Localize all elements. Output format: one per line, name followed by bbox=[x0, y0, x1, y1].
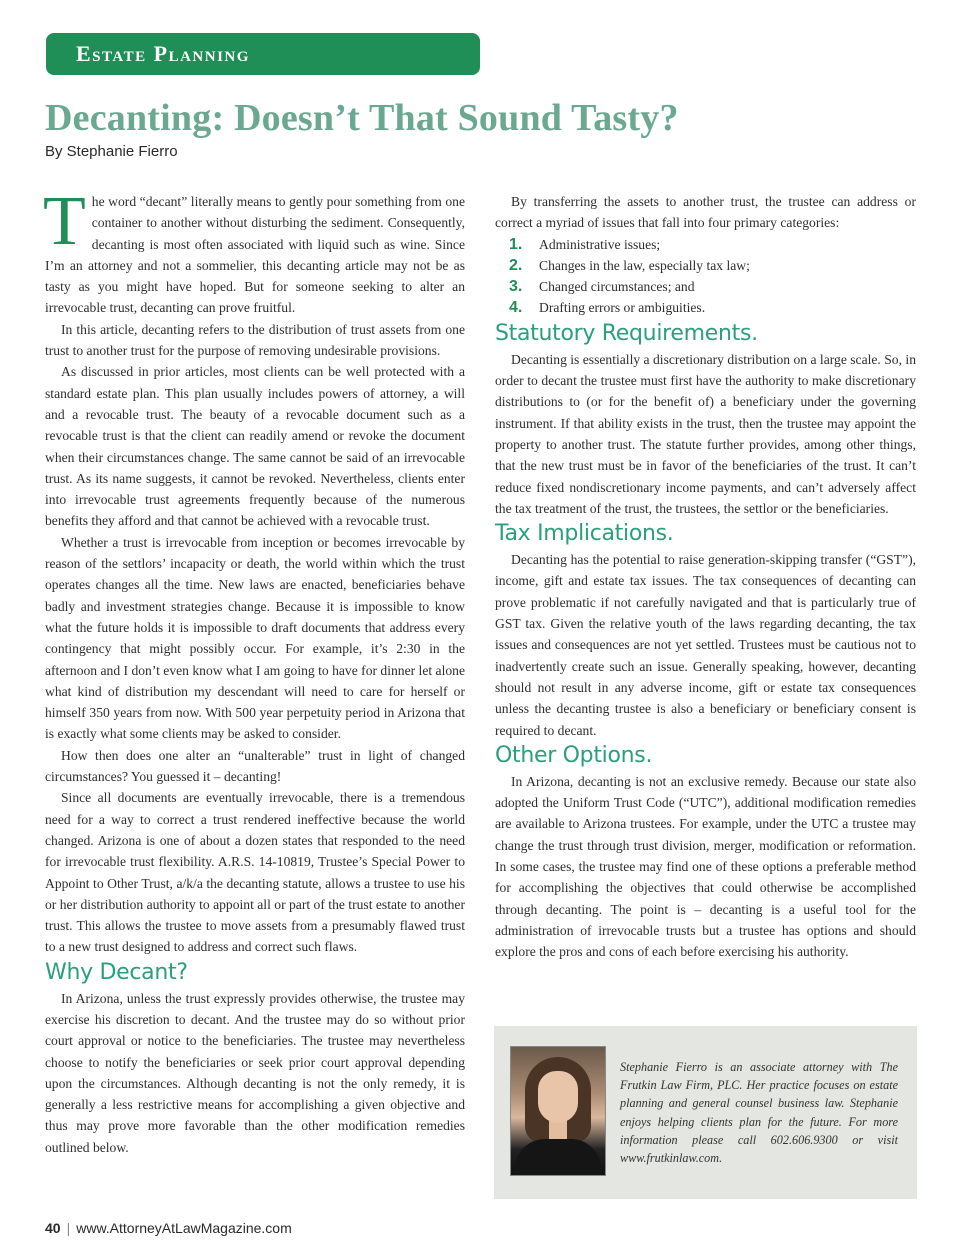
heading-statutory-requirements: Statutory Requirements. bbox=[495, 320, 758, 346]
body-paragraph: In this article, decanting refers to the distribution of trust assets from one trust to another trust for the purpose of removing undesirable provisions. bbox=[45, 321, 465, 359]
author-photo bbox=[510, 1046, 606, 1176]
right-column bbox=[495, 191, 916, 963]
footer-separator: | bbox=[66, 1220, 71, 1236]
author-bio-box bbox=[494, 1026, 917, 1199]
body-paragraph: In Arizona, decanting is not an exclusive remedy. Because our state also adopted the Uniform Trust Code (“UTC”), additional modification remedies are available to Arizona trustees. For example, under the UTC a trustee may change the trust through trust division, merger, modification or reformation. In some cases, the trustee may find one of these options a preferable method for accomplishing the objectives that could otherwise be accomplished through decanting. The point is – decanting is a useful tool for the administration of irrevocable trusts but a trustee has options and should explore the pros and cons of each before exercising his authority. bbox=[495, 773, 916, 960]
list-text: Drafting errors or ambiguities. bbox=[539, 300, 706, 316]
left-column bbox=[43, 183, 465, 1158]
page-number: 40 bbox=[45, 1220, 61, 1236]
section-label: Estate Planning bbox=[76, 41, 250, 66]
article-byline: By Stephanie Fierro bbox=[45, 143, 178, 160]
heading-other-options: Other Options. bbox=[495, 742, 653, 768]
heading-why-decant: Why Decant? bbox=[45, 959, 188, 985]
article-title: Decanting: Doesn’t That Sound Tasty? bbox=[45, 97, 679, 139]
list-item bbox=[495, 297, 916, 318]
list-number: 4. bbox=[509, 299, 523, 317]
body-paragraph: By transferring the assets to another trust, the trustee can address or correct a myriad of issues that fall into four primary categories: bbox=[495, 194, 916, 231]
footer-url[interactable]: www.AttorneyAtLawMagazine.com bbox=[76, 1220, 292, 1236]
list-number: 2. bbox=[509, 256, 523, 274]
list-text: Changes in the law, especially tax law; bbox=[539, 257, 750, 273]
intro-paragraph bbox=[43, 183, 465, 319]
body-paragraph: As discussed in prior articles, most clients can be well protected with a standard estate plan. This plan usually includes powers of attorney, a will and a revocable trust. The beauty of a revocable document such as a revocable trust is that the client can readily amend or revoke the document when their circumstances change. The same cannot be said of an irrevocable trust. As its name suggests, it cannot be revoked. Nevertheless, clients enter into irrevocable trust agreements frequently because of the numerous benefits they afford and that cannot be achieved with a revocable trust. bbox=[45, 364, 465, 529]
list-item bbox=[495, 276, 916, 297]
heading-tax-implications: Tax Implications. bbox=[495, 521, 674, 547]
body-paragraph: Whether a trust is irrevocable from inception or becomes irrevocable by reason of the settlors’ incapacity or death, the world within which the trust operates changes all the time. New laws are enacted, beneficiaries behave badly and investment strategies change. Because it is impossible to know what the future holds it is impossible to draft documents that address every contingency that might possibly occur. For example, it’s 2:30 in the afternoon and I don’t even know what I am going to have for dinner let alone what kind of distribution my descendant will need to care for herself or himself 350 years from now. With 500 year perpetuity period in Arizona that is exactly what some clients may be asked to consider. bbox=[45, 534, 465, 742]
categories-list bbox=[495, 234, 916, 319]
page-footer bbox=[45, 1220, 292, 1236]
body-paragraph: Since all documents are eventually irrevocable, there is a tremendous need for a way to correct a trust rendered ineffective because the world changed. Arizona is one of about a dozen states that responded to the need for irrevocable trust flexibility. A.R.S. 14-10819, Trustee’s Special Power to Appoint to Other Trust, a/k/a the decanting statute, allows a trustee to use his or her distribution authority to appoint all or part of the trust estate to another trust. This allows the trustee to move assets from a presumably flawed trust to a new trust designed to address and correct such flaws. bbox=[45, 790, 465, 955]
body-paragraph: In Arizona, unless the trust expressly provides otherwise, the trustee may exercise his discretion to decant. And the trustee may do so without prior court approval or notice to the beneficiaries. The trustee may nevertheless choose to notify the beneficiaries or seek prior court approval depending upon the circumstances. Although decanting is not the only remedy, it is generally a less restrictive means for accomplishing a given objective and thus may prove more favorable than the other modification remedies outlined below. bbox=[45, 990, 465, 1155]
intro-paragraph-text: he word “decant” literally means to gently pour something from one container to another without disturbing the sediment. Consequently, decanting is most often associated with liquid such as wine. Since I’m an attorney and not a sommelier, this decanting article may not be as tasty as you might have hoped. But for someone seeking to alter an irrevocable trust, decanting can prove fruitful. bbox=[45, 194, 465, 316]
body-paragraph: Decanting has the potential to raise generation-skipping transfer (“GST”), income, gift and estate tax issues. The tax consequences of decanting can prove problematic if not carefully navigated and that is particularly true of GST tax. Given the relative youth of the laws regarding decanting, the tax issues and consequences are not yet settled. Trustees must be cautious not to inadvertently create such an issue. Generally speaking, however, decanting should not result in any adverse income, gift or estate tax consequences unless the decanting trustee is also a beneficiary or beneficiary consent is required to decant. bbox=[495, 552, 916, 738]
section-banner bbox=[46, 33, 480, 75]
list-number: 3. bbox=[509, 278, 523, 296]
body-paragraph: Decanting is essentially a discretionary distribution on a large scale. So, in order to decant the trustee must first have the authority to make discretionary distributions to (or for the benefit of) a beneficiary under the governing instrument. If that ability exists in the trust, then the trustee may appoint the property to another trust. The statute further provides, among other things, that the new trust must be in favor of the beneficiaries of the trust. It can’t reduce fixed nondiscretionary income payments, and can’t adversely affect the tax treatment of the trust, the trustees, the settlor or the beneficiaries. bbox=[495, 351, 916, 516]
list-text: Changed circumstances; and bbox=[539, 279, 695, 295]
body-paragraph: How then does one alter an “unalterable” trust in light of changed circumstances? You guessed it – decanting! bbox=[45, 747, 465, 785]
author-bio-text: Stephanie Fierro is an associate attorney with The Frutkin Law Firm, PLC. Her practice focuses on estate planning and general counsel business law. Stephanie enjoys helping clients plan for the future. For more information please call 602.606.9300 or visit www.frutkinlaw.com. bbox=[620, 1060, 898, 1166]
list-text: Administrative issues; bbox=[539, 236, 661, 252]
drop-cap: T bbox=[43, 183, 86, 260]
list-number: 1. bbox=[509, 235, 523, 253]
list-item bbox=[495, 234, 916, 255]
list-item bbox=[495, 255, 916, 276]
